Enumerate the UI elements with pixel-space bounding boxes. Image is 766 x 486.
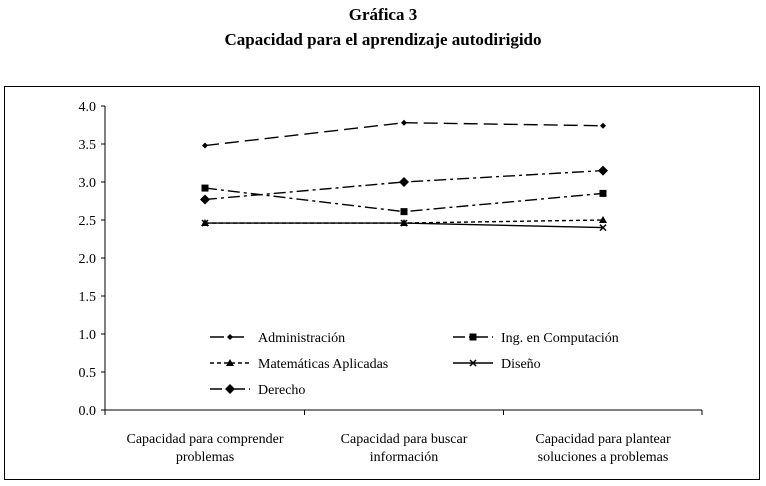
y-tick-label: 4.0 <box>78 100 96 115</box>
data-point <box>600 123 606 129</box>
legend-label: Diseño <box>501 357 541 372</box>
chart-title: Gráfica 3 <box>348 5 418 24</box>
y-tick-label: 0.0 <box>78 404 96 419</box>
data-point <box>401 120 407 126</box>
legend-marker <box>227 334 233 340</box>
y-tick-label: 3.0 <box>78 176 96 191</box>
legend-label: Ing. en Computación <box>501 331 619 346</box>
category-label-line: Capacidad para comprender <box>126 432 284 447</box>
series-line <box>205 123 603 146</box>
y-tick-label: 0.5 <box>78 366 96 381</box>
legend-label: Derecho <box>258 383 306 398</box>
data-point <box>200 194 210 204</box>
y-tick-label: 1.0 <box>78 328 96 343</box>
category-label-line: información <box>369 450 439 465</box>
data-point <box>598 166 608 176</box>
category-label <box>535 432 671 465</box>
legend-marker <box>470 334 477 341</box>
y-tick-label: 2.5 <box>78 214 96 229</box>
category-label-line: soluciones a problemas <box>537 450 669 465</box>
y-tick-label: 2.0 <box>78 252 96 267</box>
data-point <box>399 177 409 187</box>
legend-label: Administración <box>258 331 346 346</box>
series-line <box>205 188 603 212</box>
category-label <box>126 432 283 465</box>
category-label <box>341 432 468 465</box>
data-point <box>600 190 607 197</box>
category-label-line: Capacidad para plantear <box>535 432 671 447</box>
data-point <box>202 143 208 149</box>
chart-subtitle: Capacidad para el aprendizaje autodirigido <box>224 30 542 49</box>
y-tick-label: 1.5 <box>78 290 96 305</box>
category-label-line: problemas <box>175 450 235 465</box>
legend-label: Matemáticas Aplicadas <box>258 357 389 372</box>
data-point <box>401 208 408 215</box>
data-point <box>202 185 209 192</box>
y-tick-label: 3.5 <box>78 138 96 153</box>
legend-marker <box>225 384 235 394</box>
category-label-line: Capacidad para buscar <box>340 432 468 447</box>
